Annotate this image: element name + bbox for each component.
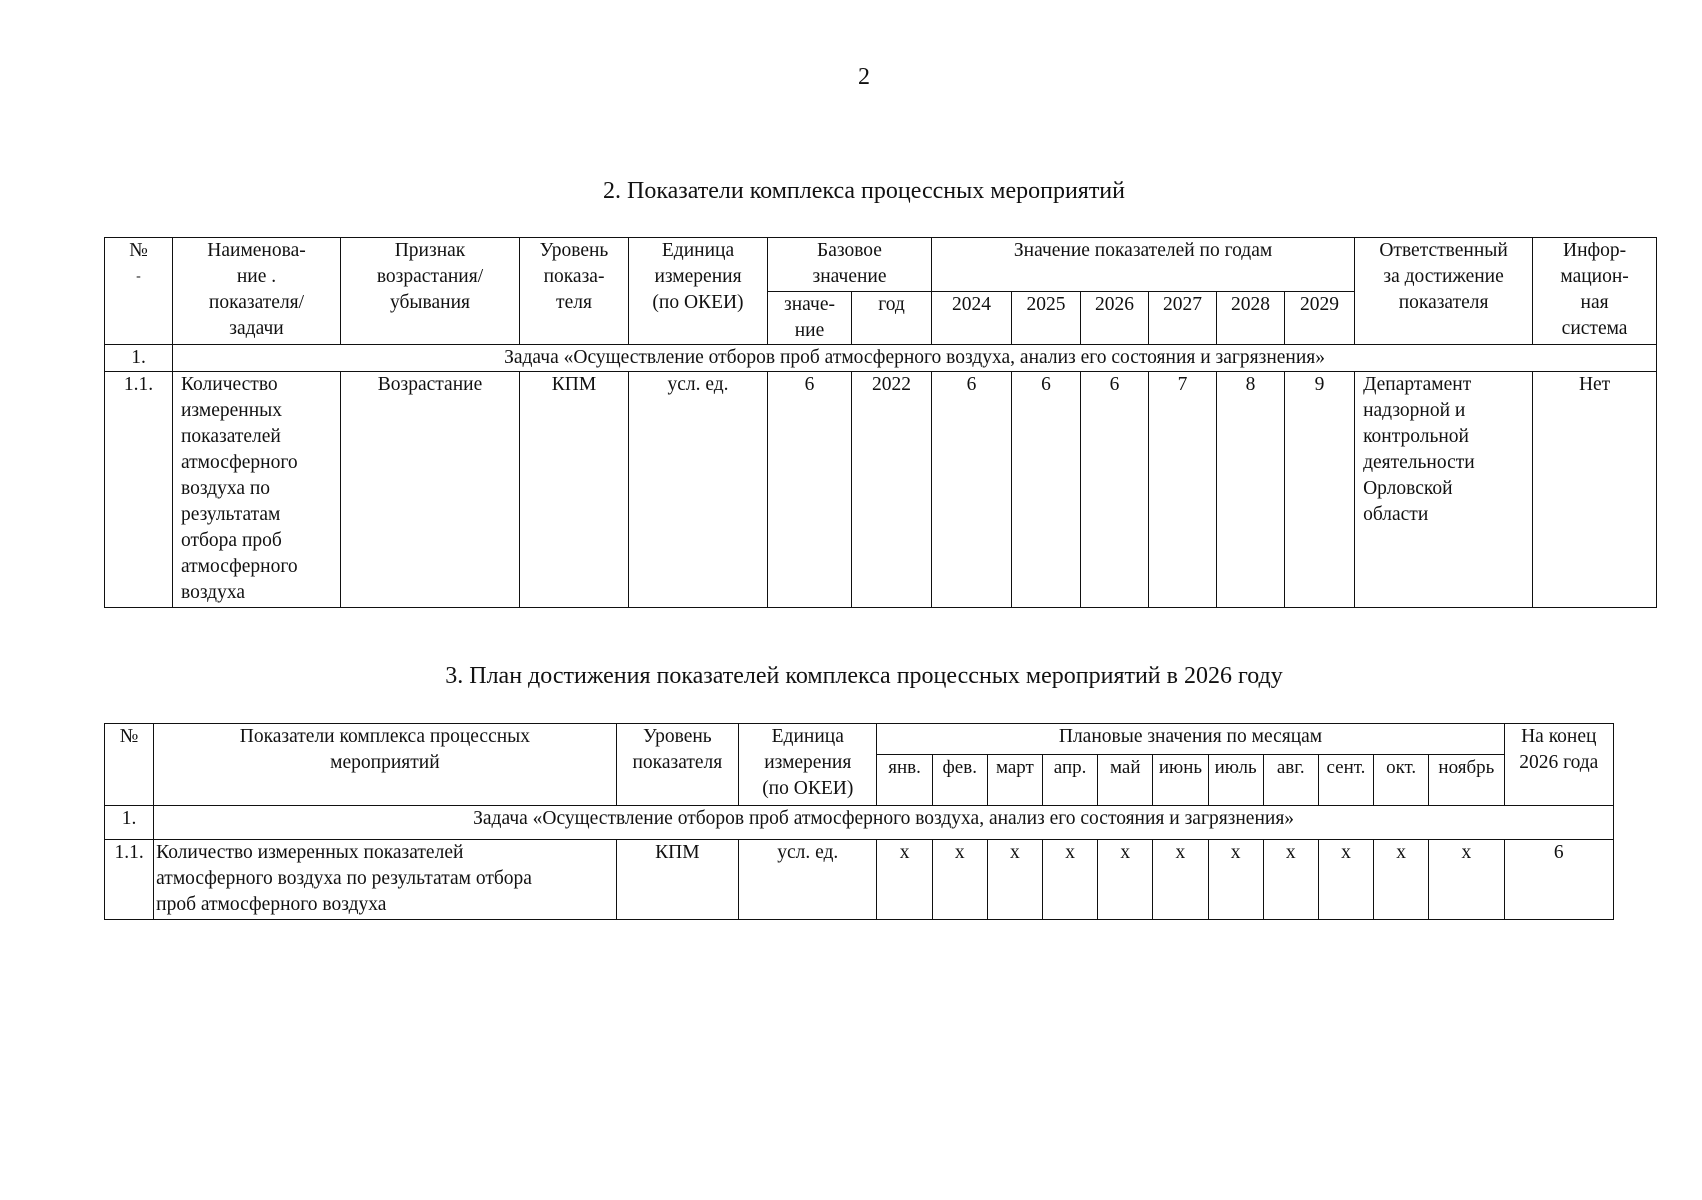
col-unit-header: Единица измерения (по ОКЕИ) — [629, 238, 768, 345]
col-sign-header: Признак возрастания/ убывания — [341, 238, 520, 345]
month-header: янв. — [877, 755, 932, 806]
month-header: март — [987, 755, 1042, 806]
indicator-num: 1.1. — [105, 372, 173, 608]
col-name-header: Наименова- ние . показателя/ задачи — [173, 238, 341, 345]
page-number: 2 — [858, 64, 870, 90]
year-header: 2027 — [1149, 292, 1217, 345]
year-header: 2024 — [932, 292, 1012, 345]
plan-indicator-unit: усл. ед. — [739, 840, 877, 920]
task-text: Задача «Осуществление отборов проб атмосферного воздуха, анализ его состояния и загрязнения» — [173, 345, 1657, 372]
plan-indicator-row — [105, 840, 1614, 920]
indicator-responsible: Департамент надзорной и контрольной деятельности Орловской области — [1355, 372, 1533, 608]
task-row — [105, 345, 1657, 372]
col-responsible-header: Ответственный за достижение показателя — [1355, 238, 1533, 345]
month-header: фев. — [932, 755, 987, 806]
month-header: ноябрь — [1429, 755, 1504, 806]
month-value: x — [1153, 840, 1208, 920]
plan-col-unit-header: Единица измерения (по ОКЕИ) — [739, 724, 877, 806]
month-header: сент. — [1318, 755, 1373, 806]
plan-task-row — [105, 806, 1614, 840]
month-value: x — [932, 840, 987, 920]
plan-end-of-year-value: 6 — [1504, 840, 1613, 920]
month-header: авг. — [1263, 755, 1318, 806]
indicator-base-year: 2022 — [852, 372, 932, 608]
year-value: 9 — [1285, 372, 1355, 608]
indicator-level: КПМ — [520, 372, 629, 608]
month-header: апр. — [1043, 755, 1098, 806]
month-header: май — [1098, 755, 1153, 806]
plan-col-level-header: Уровень показателя — [616, 724, 738, 806]
task-num: 1. — [105, 345, 173, 372]
col-num-header — [105, 238, 173, 345]
plan-indicator-num: 1.1. — [105, 840, 154, 920]
month-header: июль — [1208, 755, 1263, 806]
num-dash: - — [136, 269, 141, 284]
indicator-row — [105, 372, 1657, 608]
col-level-header: Уровень показа- теля — [520, 238, 629, 345]
month-value: x — [1374, 840, 1429, 920]
indicator-name: Количество измеренных показателей атмосферного воздуха по результатам отбора проб атмосферного воздуха — [173, 372, 341, 608]
col-base-header: Базовое значение — [768, 238, 932, 292]
month-value: x — [1043, 840, 1098, 920]
num-symbol: № — [129, 240, 148, 261]
year-value: 6 — [1081, 372, 1149, 608]
year-header: 2025 — [1012, 292, 1081, 345]
col-base-value-header: значе- ние — [768, 292, 852, 345]
plan-col-indicators-header: Показатели комплекса процессных мероприятий — [154, 724, 617, 806]
plan-indicator-level: КПМ — [616, 840, 738, 920]
year-header: 2028 — [1217, 292, 1285, 345]
year-value: 6 — [1012, 372, 1081, 608]
section-3-title: 3. План достижения показателей комплекса процессных мероприятий в 2026 году — [445, 663, 1283, 689]
indicators-table — [104, 237, 1657, 608]
col-info-system-header: Инфор- мацион- ная система — [1533, 238, 1657, 345]
year-header: 2026 — [1081, 292, 1149, 345]
section-2-title: 2. Показатели комплекса процессных мероприятий — [602, 178, 1125, 204]
year-value: 6 — [932, 372, 1012, 608]
month-value: x — [1263, 840, 1318, 920]
plan-col-months-header: Плановые значения по месяцам — [877, 724, 1504, 755]
month-value: x — [1429, 840, 1504, 920]
year-value: 7 — [1149, 372, 1217, 608]
indicator-info-system: Нет — [1533, 372, 1657, 608]
col-base-year-header: год — [852, 292, 932, 345]
plan-col-end-of-year-header: На конец 2026 года — [1504, 724, 1613, 806]
month-header: июнь — [1153, 755, 1208, 806]
year-header: 2029 — [1285, 292, 1355, 345]
plan-task-num: 1. — [105, 806, 154, 840]
header-row-1 — [105, 238, 1657, 292]
month-value: x — [1098, 840, 1153, 920]
col-years-header: Значение показателей по годам — [932, 238, 1355, 292]
indicator-sign: Возрастание — [341, 372, 520, 608]
plan-task-text: Задача «Осуществление отборов проб атмосферного воздуха, анализ его состояния и загрязнения» — [154, 806, 1614, 840]
month-value: x — [1318, 840, 1373, 920]
plan-col-num-header: № — [105, 724, 154, 806]
plan-header-row-1 — [105, 724, 1614, 755]
month-header: окт. — [1374, 755, 1429, 806]
month-value: x — [877, 840, 932, 920]
year-value: 8 — [1217, 372, 1285, 608]
plan-table — [104, 723, 1614, 920]
month-value: x — [1208, 840, 1263, 920]
indicator-base-value: 6 — [768, 372, 852, 608]
plan-indicator-name: Количество измеренных показателей атмосферного воздуха по результатам отбора проб атмосферного воздуха — [154, 840, 617, 920]
indicator-unit: усл. ед. — [629, 372, 768, 608]
month-value: x — [987, 840, 1042, 920]
